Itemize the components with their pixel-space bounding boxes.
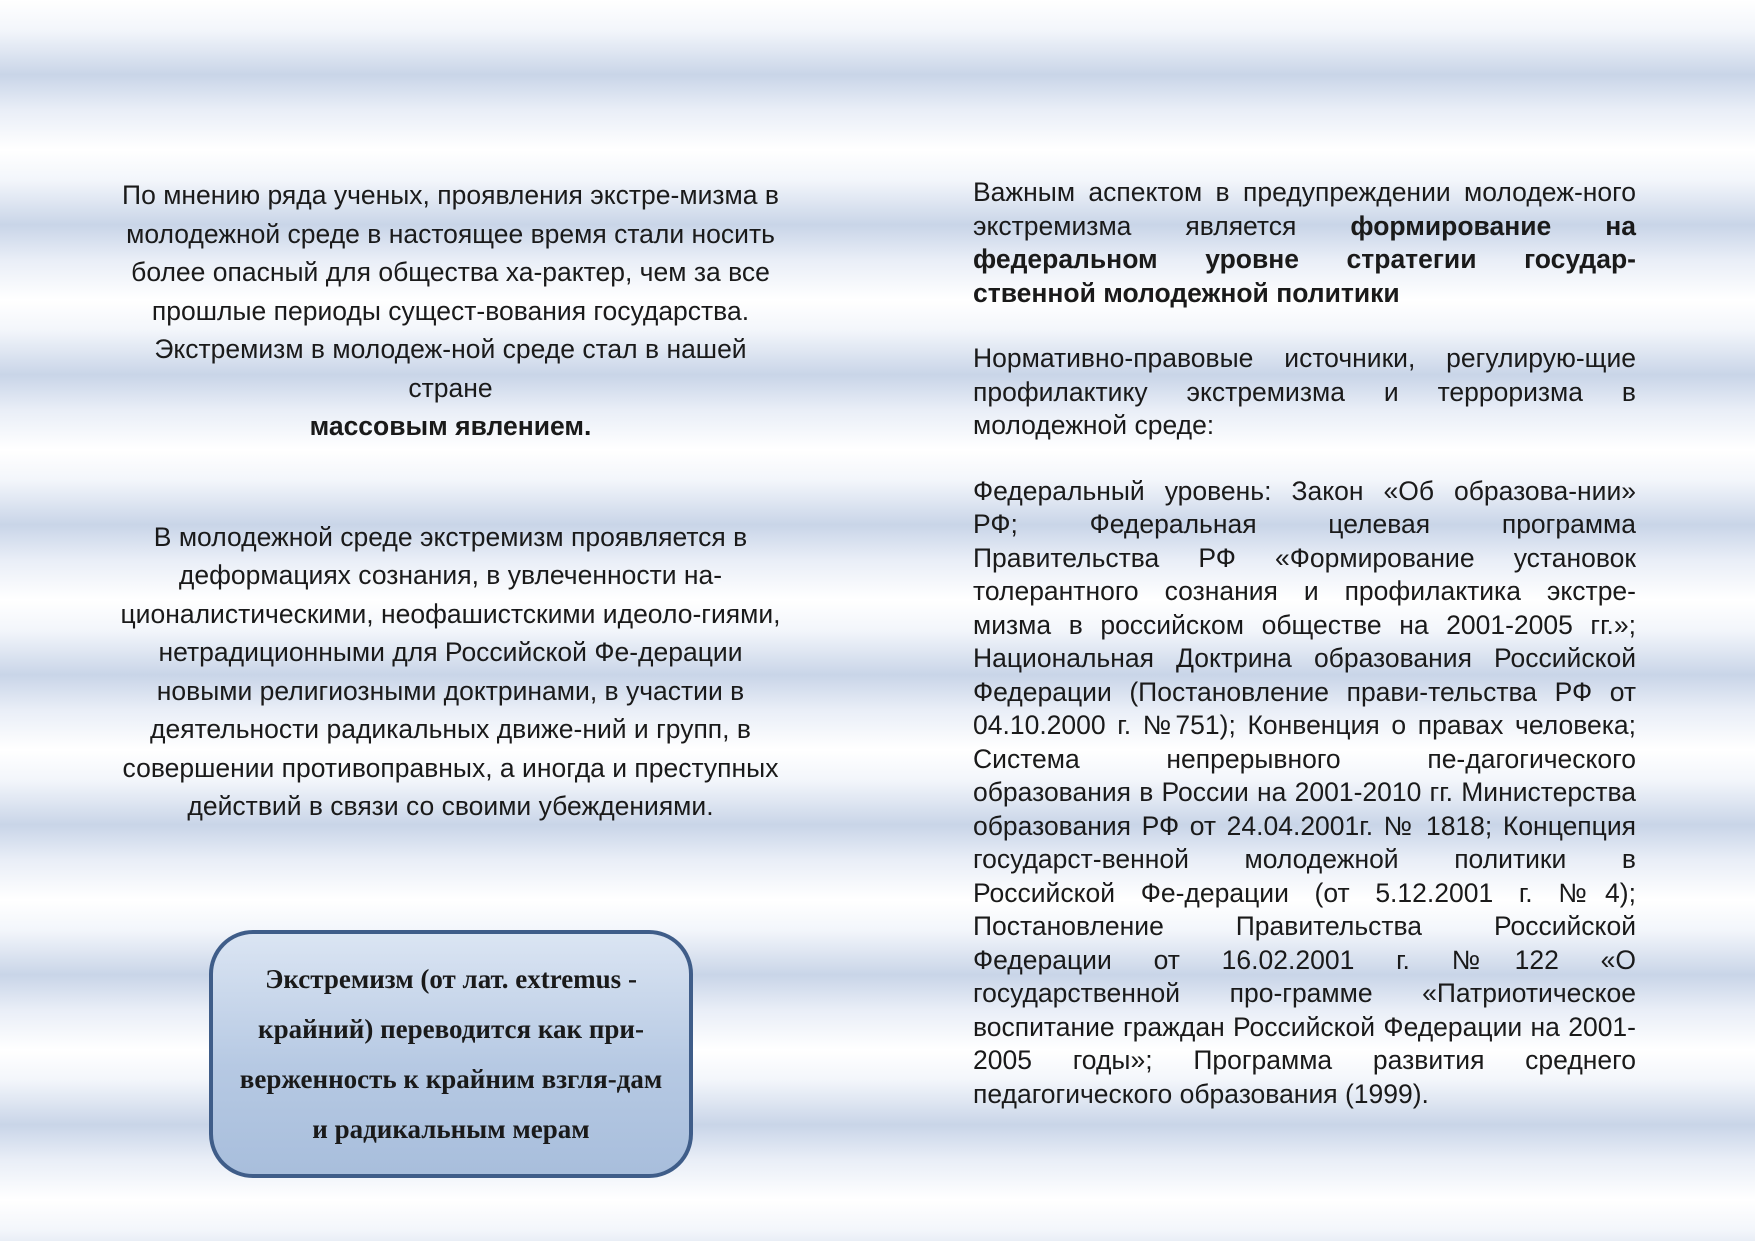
left-paragraph-1-text: По мнению ряда ученых, проявления экстре-мизма в молодежной среде в настоящее время стали носить более опасный для общества ха-рактер, чем за все прошлые периоды сущест-вования государства. Экстремизм в молодеж-ной среде стал в нашей стране bbox=[122, 180, 779, 403]
callout-text: Экстремизм (от лат. extremus - крайний) переводится как при-верженность к крайним взгля-дам и радикальным мерам bbox=[239, 964, 663, 1144]
right-paragraph-1-text: Важным аспектом в предупреждении молодеж-ного экстремизма является bbox=[973, 177, 1636, 241]
right-column bbox=[973, 176, 1636, 1111]
right-paragraph-2 bbox=[973, 342, 1636, 443]
left-paragraph-2-text: В молодежной среде экстремизм проявляется в деформациях сознания, в увлеченности на-ционалистическими, неофашистскими идеоло-гиями, нетрадиционными для Российской Фе-дерации новыми религиозными доктринами, в участии в деятельности радикальных движе-ний и групп, в совершении противоправных, а иногда и преступных действий в связи со своими убеждениями. bbox=[120, 521, 781, 821]
left-paragraph-1 bbox=[118, 176, 783, 446]
right-paragraph-3-text: Федеральный уровень: Закон «Об образова-нии» РФ; Федеральная целевая программа Правительства РФ «Формирование установок толерантного сознания и профилактика экстре-мизма в российском обществе на 2001-2005 гг.»; Национальная Доктрина образования Российской Федерации (Постановление прави-тельства РФ от 04.10.2000 г. №751); Конвенция о правах человека; Система непрерывного пе-дагогического образования в России на 2001-2010 гг. Министерства образования РФ от 24.04.2001г. № 1818; Концепция государст-венной молодежной политики в Российской Фе-дерации (от 5.12.2001 г. №4); Постановление Правительства Российской Федерации от 16.02.2001 г. №122 «О государственной про-грамме «Патриотическое воспитание граждан Российской Федерации на 2001-2005 годы»; Программа развития среднего педагогического образования (1999). bbox=[973, 475, 1636, 1109]
right-paragraph-1-bold: формирование на федеральном уровне стратегии государ-ственной молодежной политики bbox=[973, 210, 1636, 308]
left-paragraph-1-bold: массовым явлением. bbox=[309, 411, 592, 441]
definition-callout bbox=[209, 930, 693, 1178]
right-paragraph-1 bbox=[973, 176, 1636, 310]
right-paragraph-2-text: Нормативно-правовые источники, регулирую-щие профилактику экстремизма и терроризма в молодежной среде: bbox=[973, 343, 1636, 440]
left-column bbox=[118, 176, 783, 826]
left-paragraph-2 bbox=[118, 518, 783, 826]
right-paragraph-3 bbox=[973, 475, 1636, 1112]
